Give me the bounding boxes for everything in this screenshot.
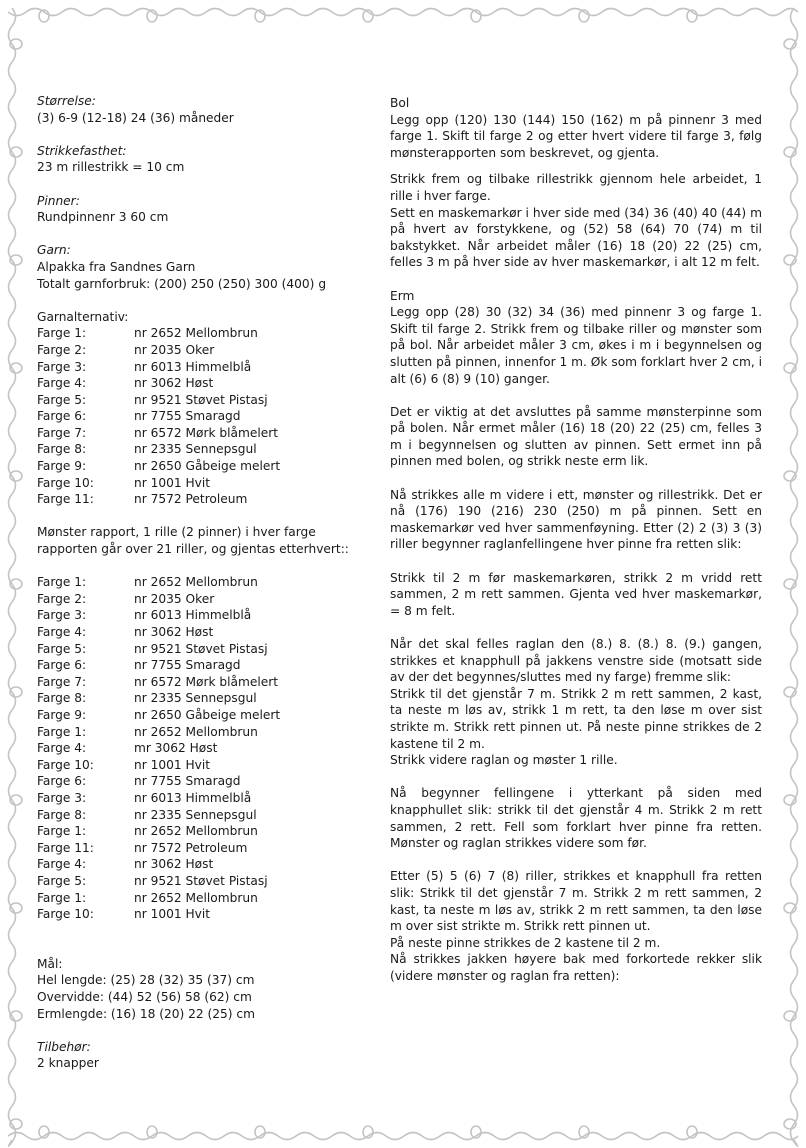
yarn-alternative-row (37, 491, 372, 508)
yarn-total: Totalt garnforbruk: (200) 250 (250) 300 (400) g (37, 276, 327, 291)
pattern-repeat-row (37, 807, 372, 824)
size-label: Størrelse: (37, 94, 96, 108)
buttonhole-paragraph-1: Når det skal felles raglan den (8.) 8. (8.) 8. (9.) gangen, strikkes et knapphull på jakkens venstre side (motsatt side av der det begynnes/sluttes med ny farge) fremme slik: (390, 637, 762, 685)
yarn-color-value: nr 2652 Mellombrun (134, 724, 258, 739)
size-value: (3) 6-9 (12-18) 24 (36) måneder (37, 110, 234, 125)
color-label: Farge 2: (37, 591, 87, 606)
color-label: Farge 5: (37, 873, 87, 888)
needles-value: Rundpinnenr 3 60 cm (37, 210, 169, 225)
yarn-alternative-row (37, 441, 372, 458)
yarn-color-value: nr 6013 Himmelblå (134, 790, 252, 805)
yarn-color-value: nr 2035 Oker (134, 591, 215, 606)
raglan-paragraph-1: Nå strikkes alle m videre i ett, mønster og rillestrikk. Det er nå (176) 190 (216) 230 (250) m på pinnen. Sett en maskemarkør ved hver sammenføyning. Etter (2) 2 (3) 3 (3) riller begynner raglanfellingene hver pinne fra retten slik: (390, 487, 762, 552)
edge-paragraph: Nå begynner fellingene i ytterkant på siden med knapphullet slik: strikk til det gjenstår 4 m. Strikk 2 m rett sammen, 2 rett. Fell som forklart hver pinne fra retten. Mønster og raglan strikkes videre som før. (390, 786, 762, 851)
pattern-repeat-row (37, 740, 372, 757)
measures-label: Mål: (37, 956, 63, 971)
color-label: Farge 3: (37, 790, 87, 805)
color-label: Farge 6: (37, 658, 87, 673)
color-label: Farge 4: (37, 625, 87, 639)
yarn-color-value: nr 2335 Sennepsgul (134, 442, 257, 457)
color-label: Farge 11: (37, 840, 94, 855)
color-label: Farge 8: (37, 691, 87, 706)
right-column (390, 95, 762, 984)
measure-chest: Overvidde: (44) 52 (56) 58 (62) cm (37, 990, 252, 1005)
yarn-alternatives-title: Garnalternativ: (37, 309, 129, 324)
sleeve-paragraph-1: Legg opp (28) 30 (32) 34 (36) med pinnenr 3 og farge 1. Skift til farge 2. Strikk frem og tilbake riller og mønster som på bol. Når arbeidet måler 3 cm, økes i m i begynnelsen og slutten på pinnen, innenfor 1 m. Øk som forklart hver 2 cm, i alt (6) 6 (8) 9 (10) ganger. (390, 305, 762, 386)
yarn-color-value: nr 2650 Gåbeige melert (134, 707, 281, 722)
accessories-value: 2 knapper (37, 1056, 99, 1071)
pattern-repeat-row (37, 873, 372, 890)
yarn-alternatives-list (37, 325, 372, 508)
yarn-alternative-row (37, 342, 372, 359)
yarn-color-value: nr 2035 Oker (134, 342, 215, 357)
yarn-alternative-row (37, 408, 372, 425)
raglan-paragraph-2: Strikk til 2 m før maskemarkøren, strikk 2 m vridd rett sammen, 2 m rett sammen. Gjenta ved hver maskemarkør, = 8 m felt. (390, 570, 762, 618)
pattern-repeat-row (37, 657, 372, 674)
color-label: Farge 7: (37, 674, 87, 689)
color-label: Farge 8: (37, 442, 87, 457)
yarn-color-value: nr 1001 Hvit (134, 907, 211, 922)
color-label: Farge 1: (37, 575, 87, 590)
yarn-color-value: nr 6572 Mørk blåmelert (134, 674, 279, 689)
yarn-color-value: nr 1001 Hvit (134, 757, 211, 772)
section-title-body: Bol (390, 96, 410, 110)
body-paragraph-3: Sett en maskemarkør i hver side med (34) 36 (40) 40 (44) m på hvert av forstykkene, og (52) 58 (64) 70 (74) m til bakstykket. Når arbeidet måler (16) 18 (20) 22 (25) cm, felles 3 m på hver side av hver maskemarkør, i alt 12 m felt. (390, 205, 762, 270)
pattern-repeat-row (37, 707, 372, 724)
color-label: Farge 3: (37, 359, 87, 374)
pattern-repeat-row (37, 773, 372, 790)
color-label: Farge 1: (37, 724, 87, 739)
yarn-alternative-row (37, 375, 372, 392)
yarn-color-value: nr 2652 Mellombrun (134, 824, 258, 839)
color-label: Farge 9: (37, 707, 87, 722)
yarn-color-value: nr 9521 Støvet Pistasj (134, 641, 268, 656)
left-column (37, 93, 372, 1072)
pattern-repeat-row (37, 591, 372, 608)
yarn-color-value: nr 2650 Gåbeige melert (134, 459, 281, 474)
yarn-color-value: nr 2335 Sennepsgul (134, 807, 257, 822)
yarn-color-value: nr 7755 Smaragd (134, 658, 241, 673)
gauge-value: 23 m rillestrikk = 10 cm (37, 160, 185, 175)
buttonhole-paragraph-2: Strikk til det gjenstår 7 m. Strikk 2 m rett sammen, 2 kast, ta neste m løs av, strikk 1 m rett, ta den løse m over sist strikte m. Strikk rett pinnen ut. På neste pinne strikkes de 2 kastene til 2 m. (390, 686, 762, 751)
pattern-repeat-row (37, 607, 372, 624)
yarn-label: Garn: (37, 243, 71, 258)
color-label: Farge 6: (37, 409, 87, 424)
pattern-repeat-row (37, 856, 372, 873)
pattern-repeat-row (37, 724, 372, 741)
color-label: Farge 4: (37, 857, 87, 872)
yarn-alternative-row (37, 425, 372, 442)
yarn-color-value: nr 7572 Petroleum (134, 492, 248, 507)
pattern-repeat-row (37, 641, 372, 658)
color-label: Farge 3: (37, 608, 87, 623)
yarn-alternative-row (37, 458, 372, 475)
body-paragraph-2: Strikk frem og tilbake rillestrikk gjennom hele arbeidet, 1 rille i hver farge. (390, 172, 762, 203)
section-title-sleeve: Erm (390, 288, 415, 303)
color-label: Farge 7: (37, 425, 87, 440)
color-label: Farge 6: (37, 774, 87, 789)
gauge-label: Strikkefasthet: (37, 143, 127, 158)
pattern-repeat-row (37, 674, 372, 691)
yarn-color-value: nr 6013 Himmelblå (134, 608, 252, 623)
measure-sleeve: Ermlengde: (16) 18 (20) 22 (25) cm (37, 1006, 255, 1021)
body-paragraph-1: Legg opp (120) 130 (144) 150 (162) m på pinnenr 3 med farge 1. Skift til farge 2 og etter hvert videre til farge 3, følg mønsterapporten som beskrevet, og gjenta. (390, 112, 762, 160)
yarn-alternative-row (37, 475, 372, 492)
yarn-color-value: nr 2652 Mellombrun (134, 890, 258, 905)
yarn-color-value: nr 9521 Støvet Pistasj (134, 873, 268, 888)
color-label: Farge 10: (37, 907, 94, 922)
yarn-value: Alpakka fra Sandnes Garn (37, 259, 196, 274)
pattern-title-line2: rapporten går over 21 riller, og gjentas etterhvert:: (37, 542, 349, 557)
pattern-repeat-row (37, 690, 372, 707)
pattern-repeat-row (37, 906, 372, 923)
pattern-repeat-row (37, 890, 372, 907)
yarn-color-value: nr 3062 Høst (134, 857, 214, 872)
color-label: Farge 1: (37, 890, 87, 905)
after-paragraph-1: Etter (5) 5 (6) 7 (8) riller, strikkes et knapphull fra retten slik: Strikk til det gjenstår 7 m. Strikk 2 m rett sammen, 2 kast, ta neste m løs av, strikk 2 m rett sammen, ta den løse m over sist strikte m. Strikk rett pinnen ut. (390, 869, 762, 934)
after-paragraph-2: På neste pinne strikkes de 2 kastene til 2 m. (390, 935, 661, 950)
yarn-color-value: nr 2652 Mellombrun (134, 326, 258, 341)
color-label: Farge 10: (37, 757, 94, 772)
pattern-repeat-row (37, 790, 372, 807)
color-label: Farge 8: (37, 807, 87, 822)
yarn-color-value: nr 9521 Støvet Pistasj (134, 392, 268, 407)
color-label: Farge 2: (37, 342, 87, 357)
accessories-label: Tilbehør: (37, 1039, 91, 1054)
yarn-color-value: nr 2652 Mellombrun (134, 575, 258, 590)
yarn-color-value: nr 6013 Himmelblå (134, 359, 252, 374)
yarn-color-value: nr 7755 Smaragd (134, 774, 241, 789)
yarn-color-value: nr 6572 Mørk blåmelert (134, 425, 279, 440)
pattern-repeat-row (37, 624, 372, 641)
yarn-color-value: nr 1001 Hvit (134, 475, 211, 490)
pattern-repeat-row (37, 823, 372, 840)
color-label: Farge 11: (37, 492, 94, 507)
color-label: Farge 9: (37, 459, 87, 474)
pattern-repeat-list (37, 574, 372, 922)
color-label: Farge 1: (37, 824, 87, 839)
color-label: Farge 5: (37, 392, 87, 407)
pattern-repeat-row (37, 840, 372, 857)
yarn-color-value: nr 7755 Smaragd (134, 409, 241, 424)
yarn-alternative-row (37, 392, 372, 409)
yarn-alternative-row (37, 325, 372, 342)
measure-length: Hel lengde: (25) 28 (32) 35 (37) cm (37, 973, 255, 988)
sleeve-paragraph-2: Det er viktig at det avsluttes på samme mønsterpinne som på bolen. Når ermet måler (16) 18 (20) 22 (25) cm, felles 3 m i begynnelsen og slutten av pinnen. Sett ermet inn på pinnen med bolen, og strikk neste erm lik. (390, 404, 762, 469)
buttonhole-paragraph-3: Strikk videre raglan og møster 1 rille. (390, 753, 618, 768)
yarn-color-value: mr 3062 Høst (134, 741, 218, 756)
after-paragraph-3: Nå strikkes jakken høyere bak med forkortede rekker slik (videre mønster og raglan fra retten): (390, 952, 762, 983)
color-label: Farge 4: (37, 376, 87, 391)
color-label: Farge 5: (37, 641, 87, 656)
yarn-color-value: nr 3062 Høst (134, 376, 214, 391)
yarn-alternative-row (37, 359, 372, 376)
color-label: Farge 1: (37, 326, 87, 341)
yarn-color-value: nr 2335 Sennepsgul (134, 691, 257, 706)
color-label: Farge 10: (37, 475, 94, 490)
yarn-color-value: nr 7572 Petroleum (134, 840, 248, 855)
color-label: Farge 4: (37, 741, 87, 756)
yarn-color-value: nr 3062 Høst (134, 625, 214, 639)
needles-label: Pinner: (37, 193, 80, 208)
pattern-repeat-row (37, 757, 372, 774)
pattern-repeat-row (37, 574, 372, 591)
pattern-title-line1: Mønster rapport, 1 rille (2 pinner) i hver farge (37, 525, 316, 540)
